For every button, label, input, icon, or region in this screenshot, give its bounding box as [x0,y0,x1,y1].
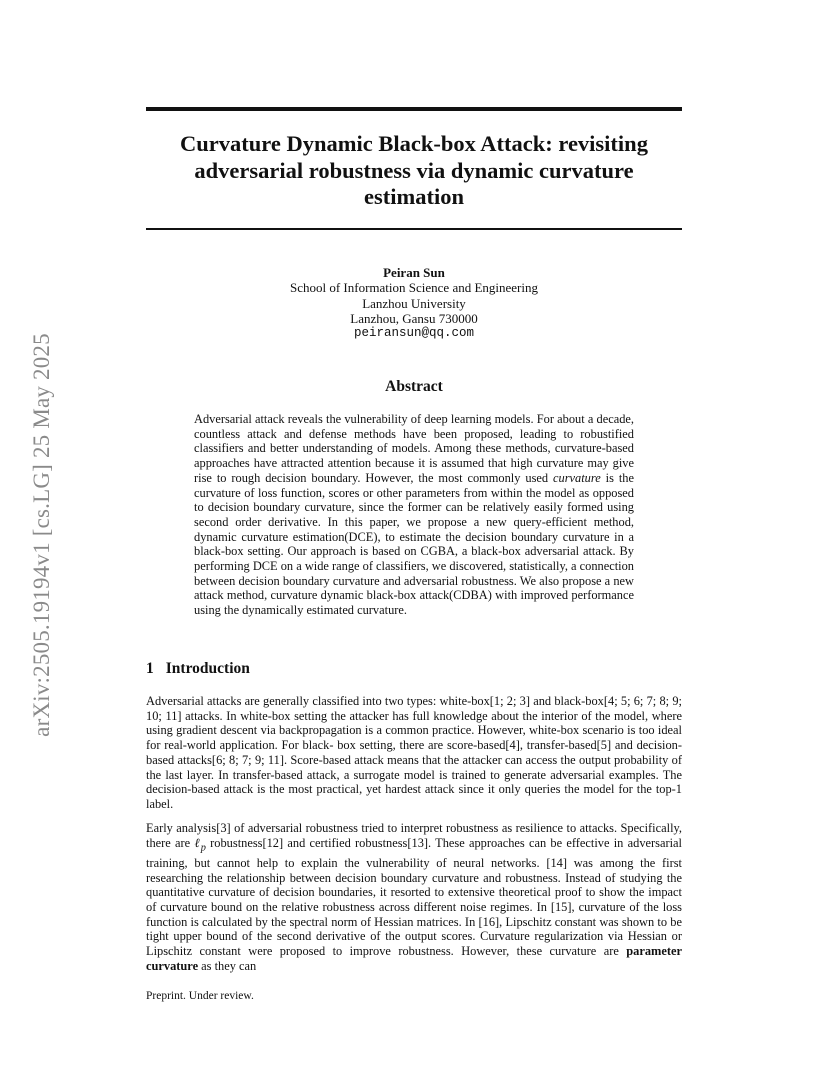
title-line-2: adversarial robustness via dynamic curvature [194,157,634,183]
author-email: peiransun@qq.com [353,326,475,341]
math-subscript-p: p [200,842,206,854]
title-bottom-rule [146,228,682,230]
section-number: 1 [146,660,154,677]
author-address: Lanzhou, Gansu 730000 [350,310,478,326]
math-ell-p [194,835,206,854]
intro-p2-part-3: as they can [198,958,257,973]
paper-title [146,131,682,211]
abstract-body [194,412,634,618]
abstract-heading: Abstract [385,378,443,395]
author-name: Peiran Sun [383,265,445,280]
bold-parameter-curvature: parameter curvature [146,944,682,973]
abstract-emphasis: curvature [553,470,601,485]
intro-paragraph-1: Adversarial attacks are generally classified into two types: white-box[1; 2; 3] and black-box[4; 5; 6; 7; 8; 9; 10; 11] attacks. In white-box setting the attacker has full knowledge about the interior of the model, where using gradient descent via backpropagation is a common practice. However, white-box scenario is too ideal for real-world application. For black- box setting, there are score-based[4], transfer-based[5] and decision-based attacks[6; 8; 7; 9; 11]. Score-based attack means that the attacker can access the output probability of the last layer. In transfer-based attack, a surrogate model is trained to generate adversarial examples. The decision-based attack is the most practical, yet hardest attack since it only queries the model for the top-1 label. [146,694,682,811]
abstract-text-part-1: Adversarial attack reveals the vulnerability of deep learning models. For about a decade, countless attack and defense methods have been proposed, leading to robustified classifiers and better understanding of models. Among these methods, curvature-based approaches have attracted attention because it is assumed that high curvature may give rise to rough decision boundary. However, the most commonly used [194,412,634,485]
arxiv-identifier: arXiv:2505.19194v1 [cs.LG] 25 May 2025 [29,333,54,737]
intro-paragraph-2 [146,821,682,974]
section-title: Introduction [165,660,250,677]
author-block [146,265,682,341]
math-ell: ℓ [194,835,201,850]
intro-p2-part-1: Early analysis[3] of adversarial robustness tried to interpret robustness as resilience to attacks. Specifically, there are [146,821,682,850]
title-line-1: Curvature Dynamic Black-box Attack: revisiting [180,131,648,156]
title-top-rule [146,107,682,111]
abstract-text-part-2: is the curvature of loss function, scores or other parameters from within the model as opposed to decision boundary curvature, since the former can be relatively easily formed using second order derivative. In this paper, we propose a new query-efficient method, dynamic curvature estimation(DCE), to estimate the decision boundary curvature in a black-box setting. Our approach is based on CGBA, a black-box adversarial attack. By performing DCE on a wide range of classifiers, we discovered, statistically, a connection between decision boundary curvature and adversarial robustness. We also propose a new attack method, curvature dynamic black-box attack(CDBA) with improved performance using the dynamically estimated curvature. [194,470,634,618]
author-affiliation-school: School of Information Science and Engineering [289,280,538,296]
author-affiliation-university: Lanzhou University [362,295,466,311]
title-line-3: estimation [364,184,464,209]
footer-note: Preprint. Under review. [146,990,254,1002]
section-heading-introduction [146,660,250,678]
intro-p2-part-2: robustness[12] and certified robustness[13]. These approaches can be effective in adversarial training, but cannot help to explain the vulnerability of neural networks. [14] was among the first researching the relationship between decision boundary curvature and robustness. Instead of studying the quantitative curvature of decision boundaries, it resorted to extensive theoretical proof to show the impact of curvature bound on the relative robustness across different noise regimes. In [15], curvature of the loss function is calculated by the spectral norm of Hessian matrices. In [16], Lipschitz constant was shown to be tight upper bound of the second derivative of the output scores. Curvature regularization via Hessian or Lipschitz constant were proposed to improve robustness. However, these curvature are [146,835,682,959]
